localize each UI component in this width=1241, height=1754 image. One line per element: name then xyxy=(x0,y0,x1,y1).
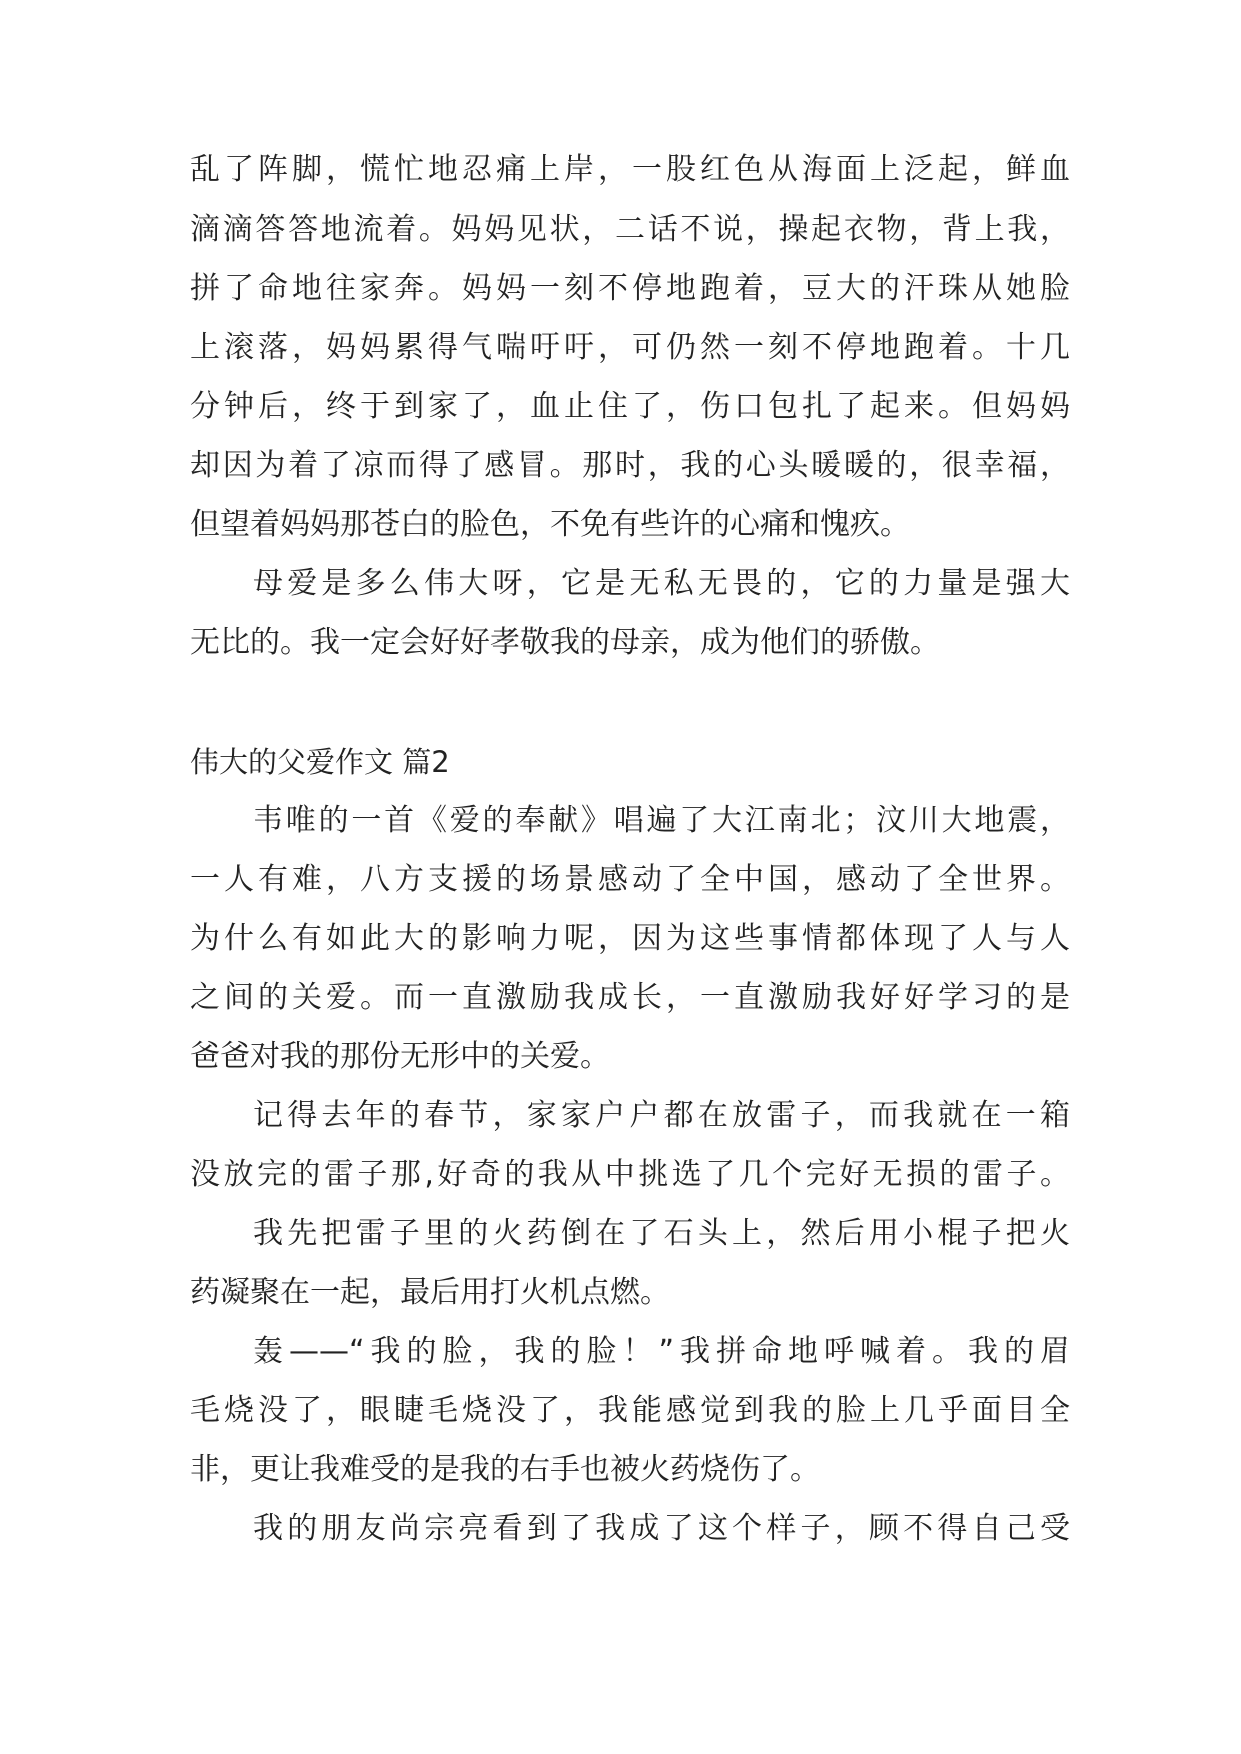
text-line: 没放完的雷子那,好奇的我从中挑选了几个完好无损的雷子。 xyxy=(190,1157,1070,1192)
text-line: 乱了阵脚，慌忙地忍痛上岸，一股红色从海面上泛起，鲜血 xyxy=(190,152,1070,187)
text-line: 韦唯的一首《爱的奉献》唱遍了大江南北；汶川大地震， xyxy=(253,803,1070,838)
text-line: 轰——“我的脸，我的脸！”我拼命地呼喊着。我的眉 xyxy=(253,1334,1070,1369)
text-line: 一人有难，八方支援的场景感动了全中国，感动了全世界。 xyxy=(190,862,1070,897)
text-line: 分钟后，终于到家了，血止住了，伤口包扎了起来。但妈妈 xyxy=(190,389,1070,424)
text-line: 但望着妈妈那苍白的脸色，不免有些许的心痛和愧疚。 xyxy=(190,507,910,542)
text-line: 上滚落，妈妈累得气喘吁吁，可仍然一刻不停地跑着。十几 xyxy=(190,330,1070,365)
text-line: 拼了命地往家奔。妈妈一刻不停地跑着，豆大的汗珠从她脸 xyxy=(190,271,1070,306)
text-line: 非，更让我难受的是我的右手也被火药烧伤了。 xyxy=(190,1452,820,1487)
text-line: 母爱是多么伟大呀，它是无私无畏的，它的力量是强大 xyxy=(253,566,1070,601)
text-line: 之间的关爱。而一直激励我成长，一直激励我好好学习的是 xyxy=(190,980,1070,1015)
text-line: 记得去年的春节，家家户户都在放雷子，而我就在一箱 xyxy=(253,1098,1070,1133)
text-line: 毛烧没了，眼睫毛烧没了，我能感觉到我的脸上几乎面目全 xyxy=(190,1393,1070,1428)
text-line: 我的朋友尚宗亮看到了我成了这个样子，顾不得自己受 xyxy=(253,1511,1070,1546)
section-heading: 伟大的父爱作文 篇2 xyxy=(190,745,450,779)
text-line: 滴滴答答地流着。妈妈见状，二话不说，操起衣物，背上我， xyxy=(190,212,1070,247)
text-line: 我先把雷子里的火药倒在了石头上，然后用小棍子把火 xyxy=(253,1216,1070,1251)
text-line: 药凝聚在一起，最后用打火机点燃。 xyxy=(190,1275,670,1310)
text-line: 为什么有如此大的影响力呢，因为这些事情都体现了人与人 xyxy=(190,921,1070,956)
text-line: 却因为着了凉而得了感冒。那时，我的心头暖暖的，很幸福， xyxy=(190,448,1070,483)
text-line: 爸爸对我的那份无形中的关爱。 xyxy=(190,1039,610,1074)
text-line: 无比的。我一定会好好孝敬我的母亲，成为他们的骄傲。 xyxy=(190,625,940,660)
